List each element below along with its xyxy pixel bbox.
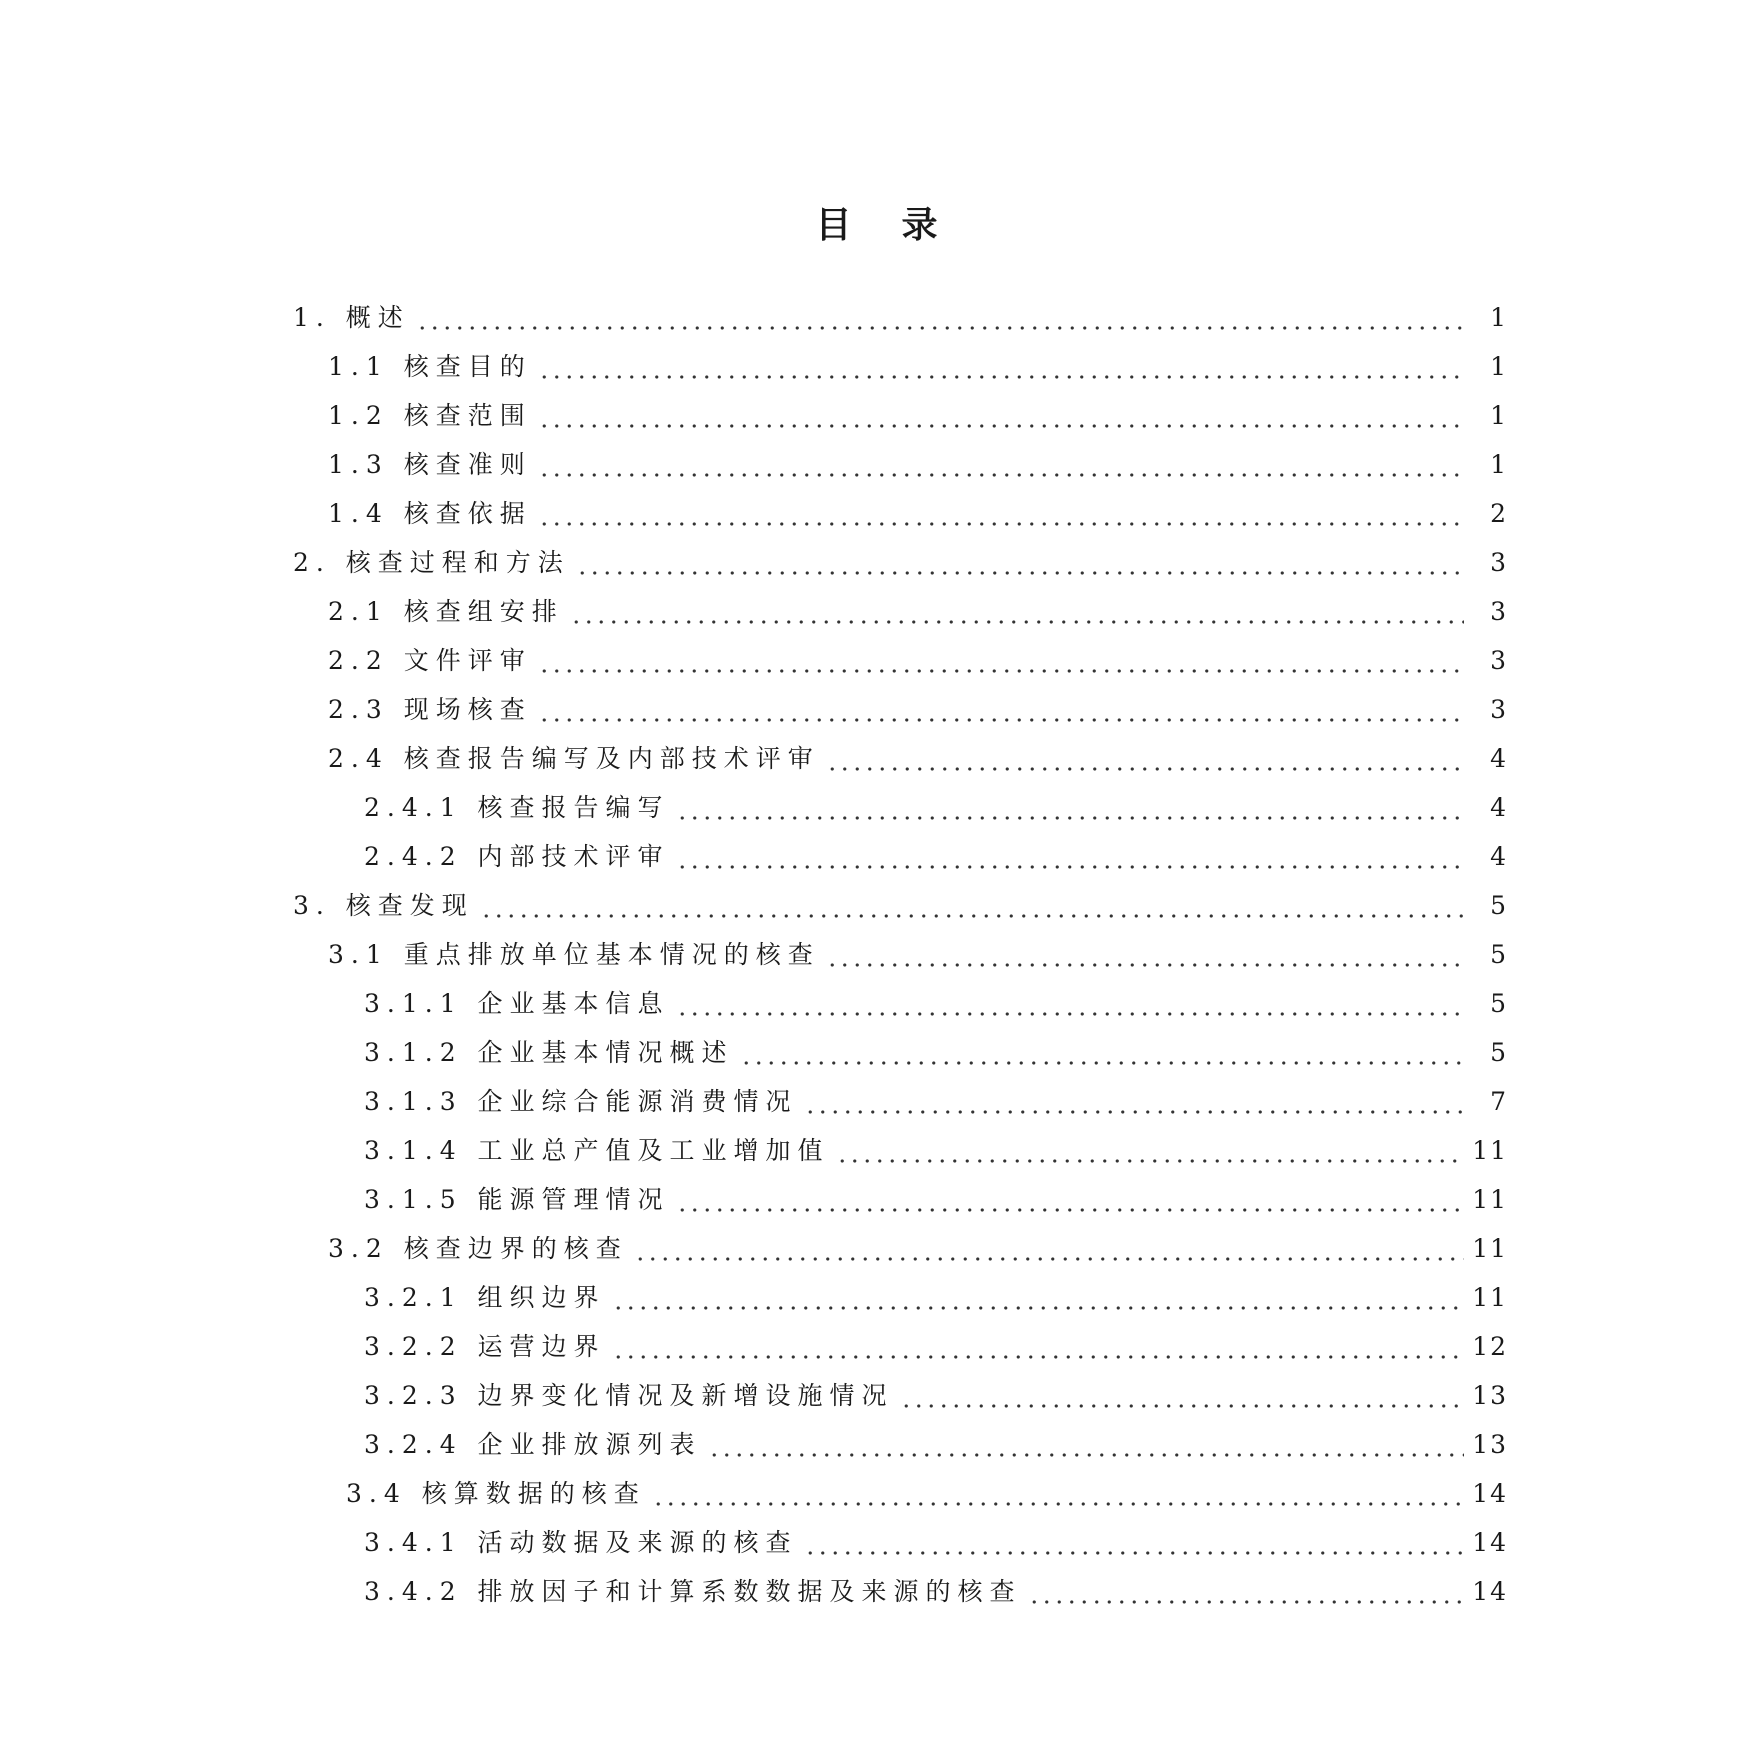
toc-entry[interactable]	[0, 1175, 1753, 1224]
toc-entry[interactable]	[0, 979, 1753, 1028]
toc-dot-leader	[900, 1381, 1464, 1411]
toc-entry-label: 1.2 核查范围	[328, 400, 532, 430]
toc-entry-page-number: 11	[1472, 1282, 1508, 1312]
toc-entry-page-number: 13	[1472, 1429, 1508, 1459]
toc-entry-page-number: 5	[1490, 939, 1508, 969]
toc-entry-label: 3.1.1 企业基本信息	[364, 988, 670, 1018]
toc-entry-page-number: 11	[1472, 1135, 1508, 1165]
toc-dot-leader	[708, 1430, 1464, 1460]
toc-entry-label: 1. 概述	[293, 302, 410, 332]
toc-entry-label: 2.4.2 内部技术评审	[364, 841, 670, 871]
toc-entry-page-number: 4	[1490, 792, 1508, 822]
toc-dot-leader	[676, 793, 1464, 823]
toc-entry[interactable]	[0, 342, 1753, 391]
toc-entry-label: 3.1.5 能源管理情况	[364, 1184, 670, 1214]
toc-dot-leader	[538, 450, 1464, 480]
toc-dot-leader	[576, 548, 1464, 578]
toc-entry-label: 3.4.1 活动数据及来源的核查	[364, 1527, 798, 1557]
toc-dot-leader	[826, 940, 1464, 970]
toc-entry-page-number: 1	[1490, 449, 1508, 479]
toc-entry[interactable]	[0, 1322, 1753, 1371]
toc-dot-leader	[538, 352, 1464, 382]
toc-entry[interactable]	[0, 1126, 1753, 1175]
toc-entry-label: 2.4.1 核查报告编写	[364, 792, 670, 822]
toc-entry-label: 1.3 核查准则	[328, 449, 532, 479]
toc-entry-label: 2.4 核查报告编写及内部技术评审	[328, 743, 820, 773]
toc-entry-page-number: 5	[1490, 1037, 1508, 1067]
toc-entry-label: 1.4 核查依据	[328, 498, 532, 528]
toc-dot-leader	[538, 695, 1464, 725]
toc-dot-leader	[804, 1087, 1464, 1117]
toc-entry-page-number: 1	[1490, 302, 1508, 332]
toc-dot-leader	[676, 1185, 1464, 1215]
toc-dot-leader	[836, 1136, 1464, 1166]
toc-entry-page-number: 14	[1472, 1576, 1508, 1606]
toc-entry[interactable]	[0, 734, 1753, 783]
toc-dot-leader	[612, 1283, 1464, 1313]
toc-entry[interactable]	[0, 1371, 1753, 1420]
toc-list	[0, 293, 1753, 1616]
toc-entry-page-number: 2	[1490, 498, 1508, 528]
toc-dot-leader	[480, 891, 1464, 921]
toc-dot-leader	[538, 401, 1464, 431]
toc-entry-page-number: 14	[1472, 1527, 1508, 1557]
toc-dot-leader	[538, 646, 1464, 676]
toc-entry-label: 3. 核查发现	[293, 890, 474, 920]
toc-dot-leader	[538, 499, 1464, 529]
toc-entry[interactable]	[0, 783, 1753, 832]
toc-entry-page-number: 1	[1490, 400, 1508, 430]
toc-entry[interactable]	[0, 1273, 1753, 1322]
toc-entry[interactable]	[0, 930, 1753, 979]
toc-entry[interactable]	[0, 1077, 1753, 1126]
toc-dot-leader	[676, 989, 1464, 1019]
toc-entry-label: 3.2.2 运营边界	[364, 1331, 606, 1361]
toc-entry[interactable]	[0, 440, 1753, 489]
toc-entry[interactable]	[0, 1224, 1753, 1273]
toc-dot-leader	[634, 1234, 1464, 1264]
toc-entry[interactable]	[0, 685, 1753, 734]
toc-entry[interactable]	[0, 1518, 1753, 1567]
toc-entry-label: 3.1.4 工业总产值及工业增加值	[364, 1135, 830, 1165]
toc-entry-page-number: 4	[1490, 841, 1508, 871]
toc-entry-page-number: 11	[1472, 1184, 1508, 1214]
toc-entry-label: 3.1.3 企业综合能源消费情况	[364, 1086, 798, 1116]
toc-entry[interactable]	[0, 391, 1753, 440]
toc-dot-leader	[740, 1038, 1464, 1068]
toc-entry-page-number: 7	[1490, 1086, 1508, 1116]
toc-entry[interactable]	[0, 293, 1753, 342]
toc-dot-leader	[652, 1479, 1464, 1509]
toc-entry-page-number: 5	[1490, 890, 1508, 920]
toc-dot-leader	[804, 1528, 1464, 1558]
toc-entry-page-number: 14	[1472, 1478, 1508, 1508]
toc-entry-label: 3.2.3 边界变化情况及新增设施情况	[364, 1380, 894, 1410]
toc-entry-label: 3.2 核查边界的核查	[328, 1233, 628, 1263]
toc-dot-leader	[570, 597, 1464, 627]
toc-entry[interactable]	[0, 636, 1753, 685]
toc-entry-label: 2.1 核查组安排	[328, 596, 564, 626]
toc-entry-label: 2.3 现场核查	[328, 694, 532, 724]
toc-entry[interactable]	[0, 538, 1753, 587]
toc-entry[interactable]	[0, 1567, 1753, 1616]
toc-entry-label: 3.4 核算数据的核查	[346, 1478, 646, 1508]
toc-entry-label: 3.2.4 企业排放源列表	[364, 1429, 702, 1459]
toc-entry-page-number: 3	[1490, 694, 1508, 724]
toc-dot-leader	[826, 744, 1464, 774]
toc-dot-leader	[1028, 1577, 1464, 1607]
toc-entry-label: 1.1 核查目的	[328, 351, 532, 381]
toc-entry-page-number: 11	[1472, 1233, 1508, 1263]
toc-title: 目录	[815, 204, 988, 246]
toc-entry[interactable]	[0, 1469, 1753, 1518]
toc-dot-leader	[676, 842, 1464, 872]
toc-entry-page-number: 13	[1472, 1380, 1508, 1410]
toc-entry-label: 3.4.2 排放因子和计算系数数据及来源的核查	[364, 1576, 1022, 1606]
toc-dot-leader	[612, 1332, 1464, 1362]
toc-entry[interactable]	[0, 832, 1753, 881]
toc-entry[interactable]	[0, 1028, 1753, 1077]
toc-entry-label: 2.2 文件评审	[328, 645, 532, 675]
toc-entry-page-number: 4	[1490, 743, 1508, 773]
toc-entry[interactable]	[0, 881, 1753, 930]
toc-entry-page-number: 12	[1472, 1331, 1508, 1361]
toc-entry[interactable]	[0, 1420, 1753, 1469]
toc-entry-page-number: 3	[1490, 547, 1508, 577]
toc-entry[interactable]	[0, 489, 1753, 538]
toc-dot-leader	[416, 303, 1464, 333]
toc-entry-page-number: 3	[1490, 645, 1508, 675]
toc-entry-page-number: 1	[1490, 351, 1508, 381]
toc-entry-label: 3.1 重点排放单位基本情况的核查	[328, 939, 820, 969]
toc-entry-page-number: 3	[1490, 596, 1508, 626]
toc-entry-page-number: 5	[1490, 988, 1508, 1018]
toc-entry-label: 3.2.1 组织边界	[364, 1282, 606, 1312]
toc-entry-label: 2. 核查过程和方法	[293, 547, 570, 577]
toc-entry[interactable]	[0, 587, 1753, 636]
toc-entry-label: 3.1.2 企业基本情况概述	[364, 1037, 734, 1067]
